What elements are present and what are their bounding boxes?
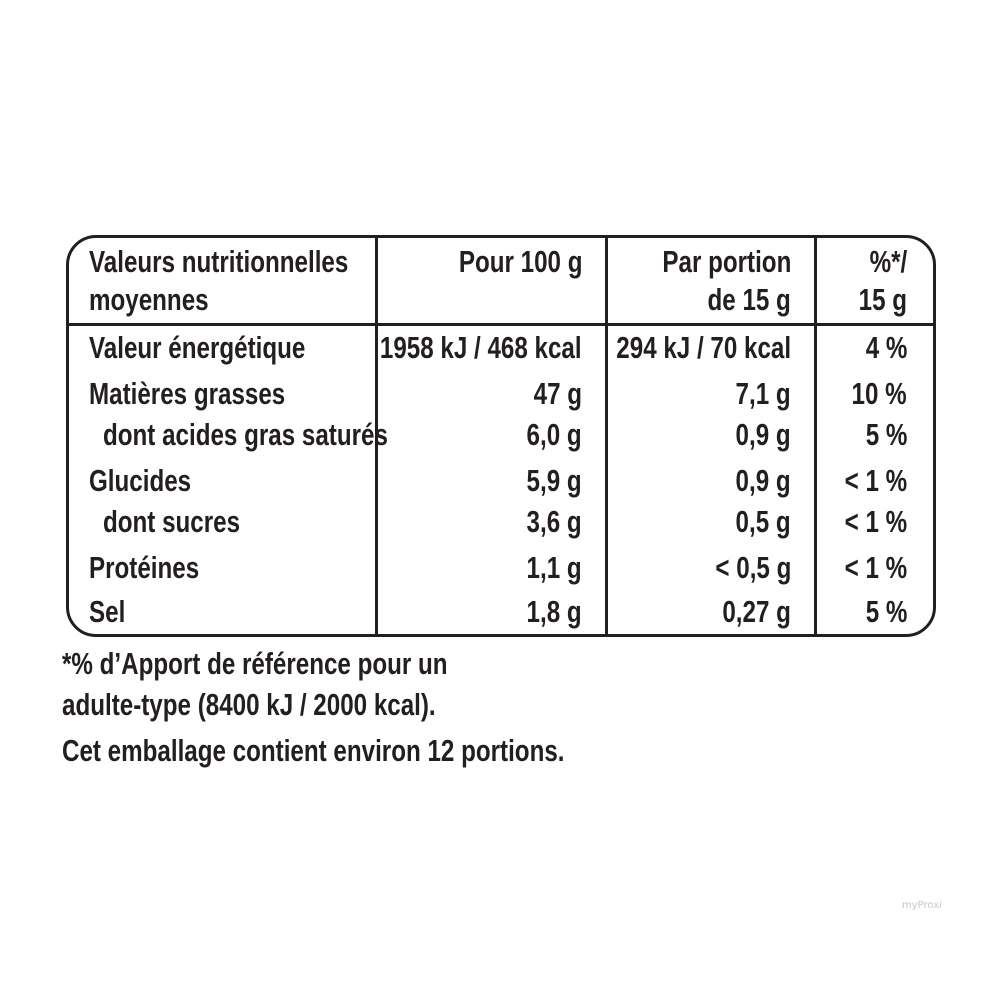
footnote-reference-intake: *% d’Apport de référence pour un <box>62 646 448 681</box>
column-divider <box>605 238 608 634</box>
row-per100: 1,8 g <box>526 594 582 629</box>
row-pct: < 1 % <box>844 504 907 539</box>
row-per100: 6,0 g <box>526 417 582 452</box>
row-per100: 1,1 g <box>526 550 582 585</box>
row-pct: 5 % <box>865 417 907 452</box>
column-divider <box>814 238 817 634</box>
row-label: Valeur énergétique <box>89 330 306 365</box>
row-pct: < 1 % <box>844 463 907 498</box>
row-portion: 0,9 g <box>735 417 791 452</box>
row-portion: 0,9 g <box>735 463 791 498</box>
nutrition-table <box>66 235 936 637</box>
row-label: Glucides <box>89 463 192 498</box>
header-percent-2: 15 g <box>858 282 907 317</box>
row-portion: 0,5 g <box>735 504 791 539</box>
header-divider <box>69 323 933 326</box>
row-per100: 5,9 g <box>526 463 582 498</box>
header-percent: %*/ <box>869 244 907 279</box>
row-portion: 7,1 g <box>735 376 791 411</box>
row-label-sub: dont acides gras saturés <box>103 417 388 452</box>
row-pct: 4 % <box>865 330 907 365</box>
row-label: Matières grasses <box>89 376 286 411</box>
row-per100: 1958 kJ / 468 kcal <box>380 330 582 365</box>
row-label-sub: dont sucres <box>103 504 241 539</box>
row-per100: 47 g <box>533 376 582 411</box>
row-label: Protéines <box>89 550 200 585</box>
header-per-100g: Pour 100 g <box>458 244 582 279</box>
row-pct: 10 % <box>851 376 907 411</box>
header-per-portion-2: de 15 g <box>707 282 791 317</box>
header-per-portion: Par portion <box>662 244 791 279</box>
row-portion: 0,27 g <box>722 594 791 629</box>
row-per100: 3,6 g <box>526 504 582 539</box>
row-pct: < 1 % <box>844 550 907 585</box>
row-label: Sel <box>89 594 126 629</box>
row-portion: 294 kJ / 70 kcal <box>616 330 791 365</box>
header-nutrition-label: Valeurs nutritionnelles <box>89 244 349 279</box>
footnote-portions: Cet emballage contient environ 12 portions. <box>62 733 565 768</box>
row-pct: 5 % <box>865 594 907 629</box>
watermark: myProxi <box>902 900 942 911</box>
header-nutrition-label-2: moyennes <box>89 282 209 317</box>
row-portion: < 0,5 g <box>715 550 791 585</box>
footnote-reference-intake-2: adulte-type (8400 kJ / 2000 kcal). <box>62 687 436 722</box>
